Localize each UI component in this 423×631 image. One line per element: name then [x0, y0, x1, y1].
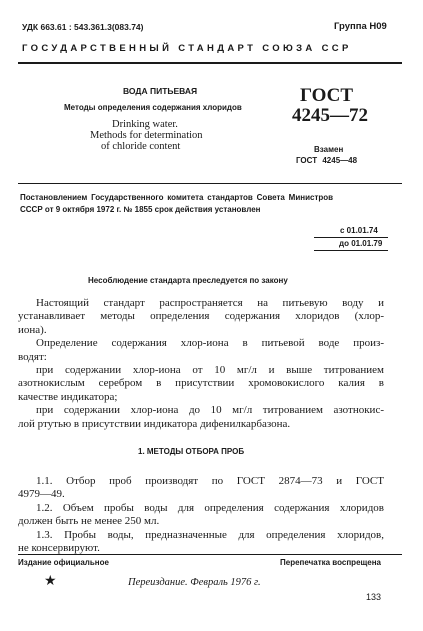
en-title-line2: Methods for determination — [90, 130, 203, 141]
clause-1-2-line2: должен быть не менее 250 мл. — [18, 515, 160, 528]
decree-line2: СССР от 9 октября 1972 г. № 1855 срок действия установлен — [20, 205, 261, 214]
intro-p1-line1: Настоящий стандарт распространяется на питьевую воду и — [36, 297, 384, 309]
en-title-line1: Drinking water. — [112, 119, 178, 130]
intro-p3-line2: азотнокислым серебром в присутствии хромовокислого калия в — [18, 377, 384, 390]
intro-p2-line1: Определение содержания хлор-иона в питьевой воде произ- — [36, 337, 384, 350]
reprint-forbidden: Перепечатка воспрещена — [280, 558, 381, 567]
clause-1-1-line1: 1.1. Отбор проб производят по ГОСТ 2874—73 и ГОСТ — [36, 475, 384, 487]
section1-body — [18, 475, 384, 555]
state-standard-banner: ГОСУДАРСТВЕННЫЙ СТАНДАРТ СОЮЗА ССР — [22, 43, 352, 54]
clause-1-1-line2: 4979—49. — [18, 488, 65, 501]
group-code: Группа Н09 — [334, 21, 387, 32]
header-rule — [18, 62, 402, 64]
validity-rule — [314, 237, 388, 238]
section1-heading: 1. МЕТОДЫ ОТБОРА ПРОБ — [138, 447, 245, 456]
udk-code: УДК 663.61 : 543.361.3(083.74) — [22, 22, 144, 32]
reissue-note: Переиздание. Февраль 1976 г. — [128, 577, 261, 588]
intro-p3-line3: качестве индикатора; — [18, 390, 118, 403]
clause-1-2-line1: 1.2. Объем пробы воды для определения содержания хлоридов — [36, 501, 384, 514]
decree-line1: Постановлением Государственного комитета стандартов Совета Министров — [20, 193, 334, 202]
page-number: 133 — [366, 592, 382, 602]
intro-body — [18, 297, 384, 431]
title-rule — [18, 183, 402, 184]
ru-subtitle: Методы определения содержания хлоридов — [64, 103, 242, 112]
validity-to: до 01.01.79 — [339, 239, 383, 248]
footer-rule — [18, 554, 402, 555]
gost-number: 4245—72 — [292, 105, 368, 126]
star-icon: ★ — [44, 573, 57, 589]
replaces-value: ГОСТ 4245—48 — [296, 156, 358, 165]
replaces-label: Взамен — [314, 145, 344, 154]
intro-p1-line2: устанавливает методы определения содержания хлоридов (хлор- — [18, 310, 384, 323]
intro-p4-line2: лой ртутью в присутствии индикатора дифенилкарбазона. — [18, 417, 291, 430]
clause-1-3-line1: 1.3. Пробы воды, предназначенные для определения хлоридов, — [36, 528, 384, 541]
intro-p1-line3: иона). — [18, 323, 47, 336]
en-title-line3: of chloride content — [101, 141, 181, 152]
intro-p2-line2: водят: — [18, 350, 47, 363]
official-edition: Издание официальное — [18, 558, 109, 567]
intro-p4-line1: при содержании хлор-иона до 10 мг/л титрованием азотнокис- — [36, 404, 384, 417]
validity-rule-bottom — [314, 250, 388, 251]
clause-1-3-line2: не консервируют. — [18, 542, 100, 555]
intro-p3-line1: при содержании хлор-иона от 10 мг/л и выше титрованием — [36, 364, 384, 377]
legal-warning: Несоблюдение стандарта преследуется по закону — [88, 276, 288, 285]
ru-title: ВОДА ПИТЬЕВАЯ — [123, 86, 198, 96]
validity-from: с 01.01.74 — [340, 226, 378, 235]
gost-label: ГОСТ — [300, 85, 354, 106]
